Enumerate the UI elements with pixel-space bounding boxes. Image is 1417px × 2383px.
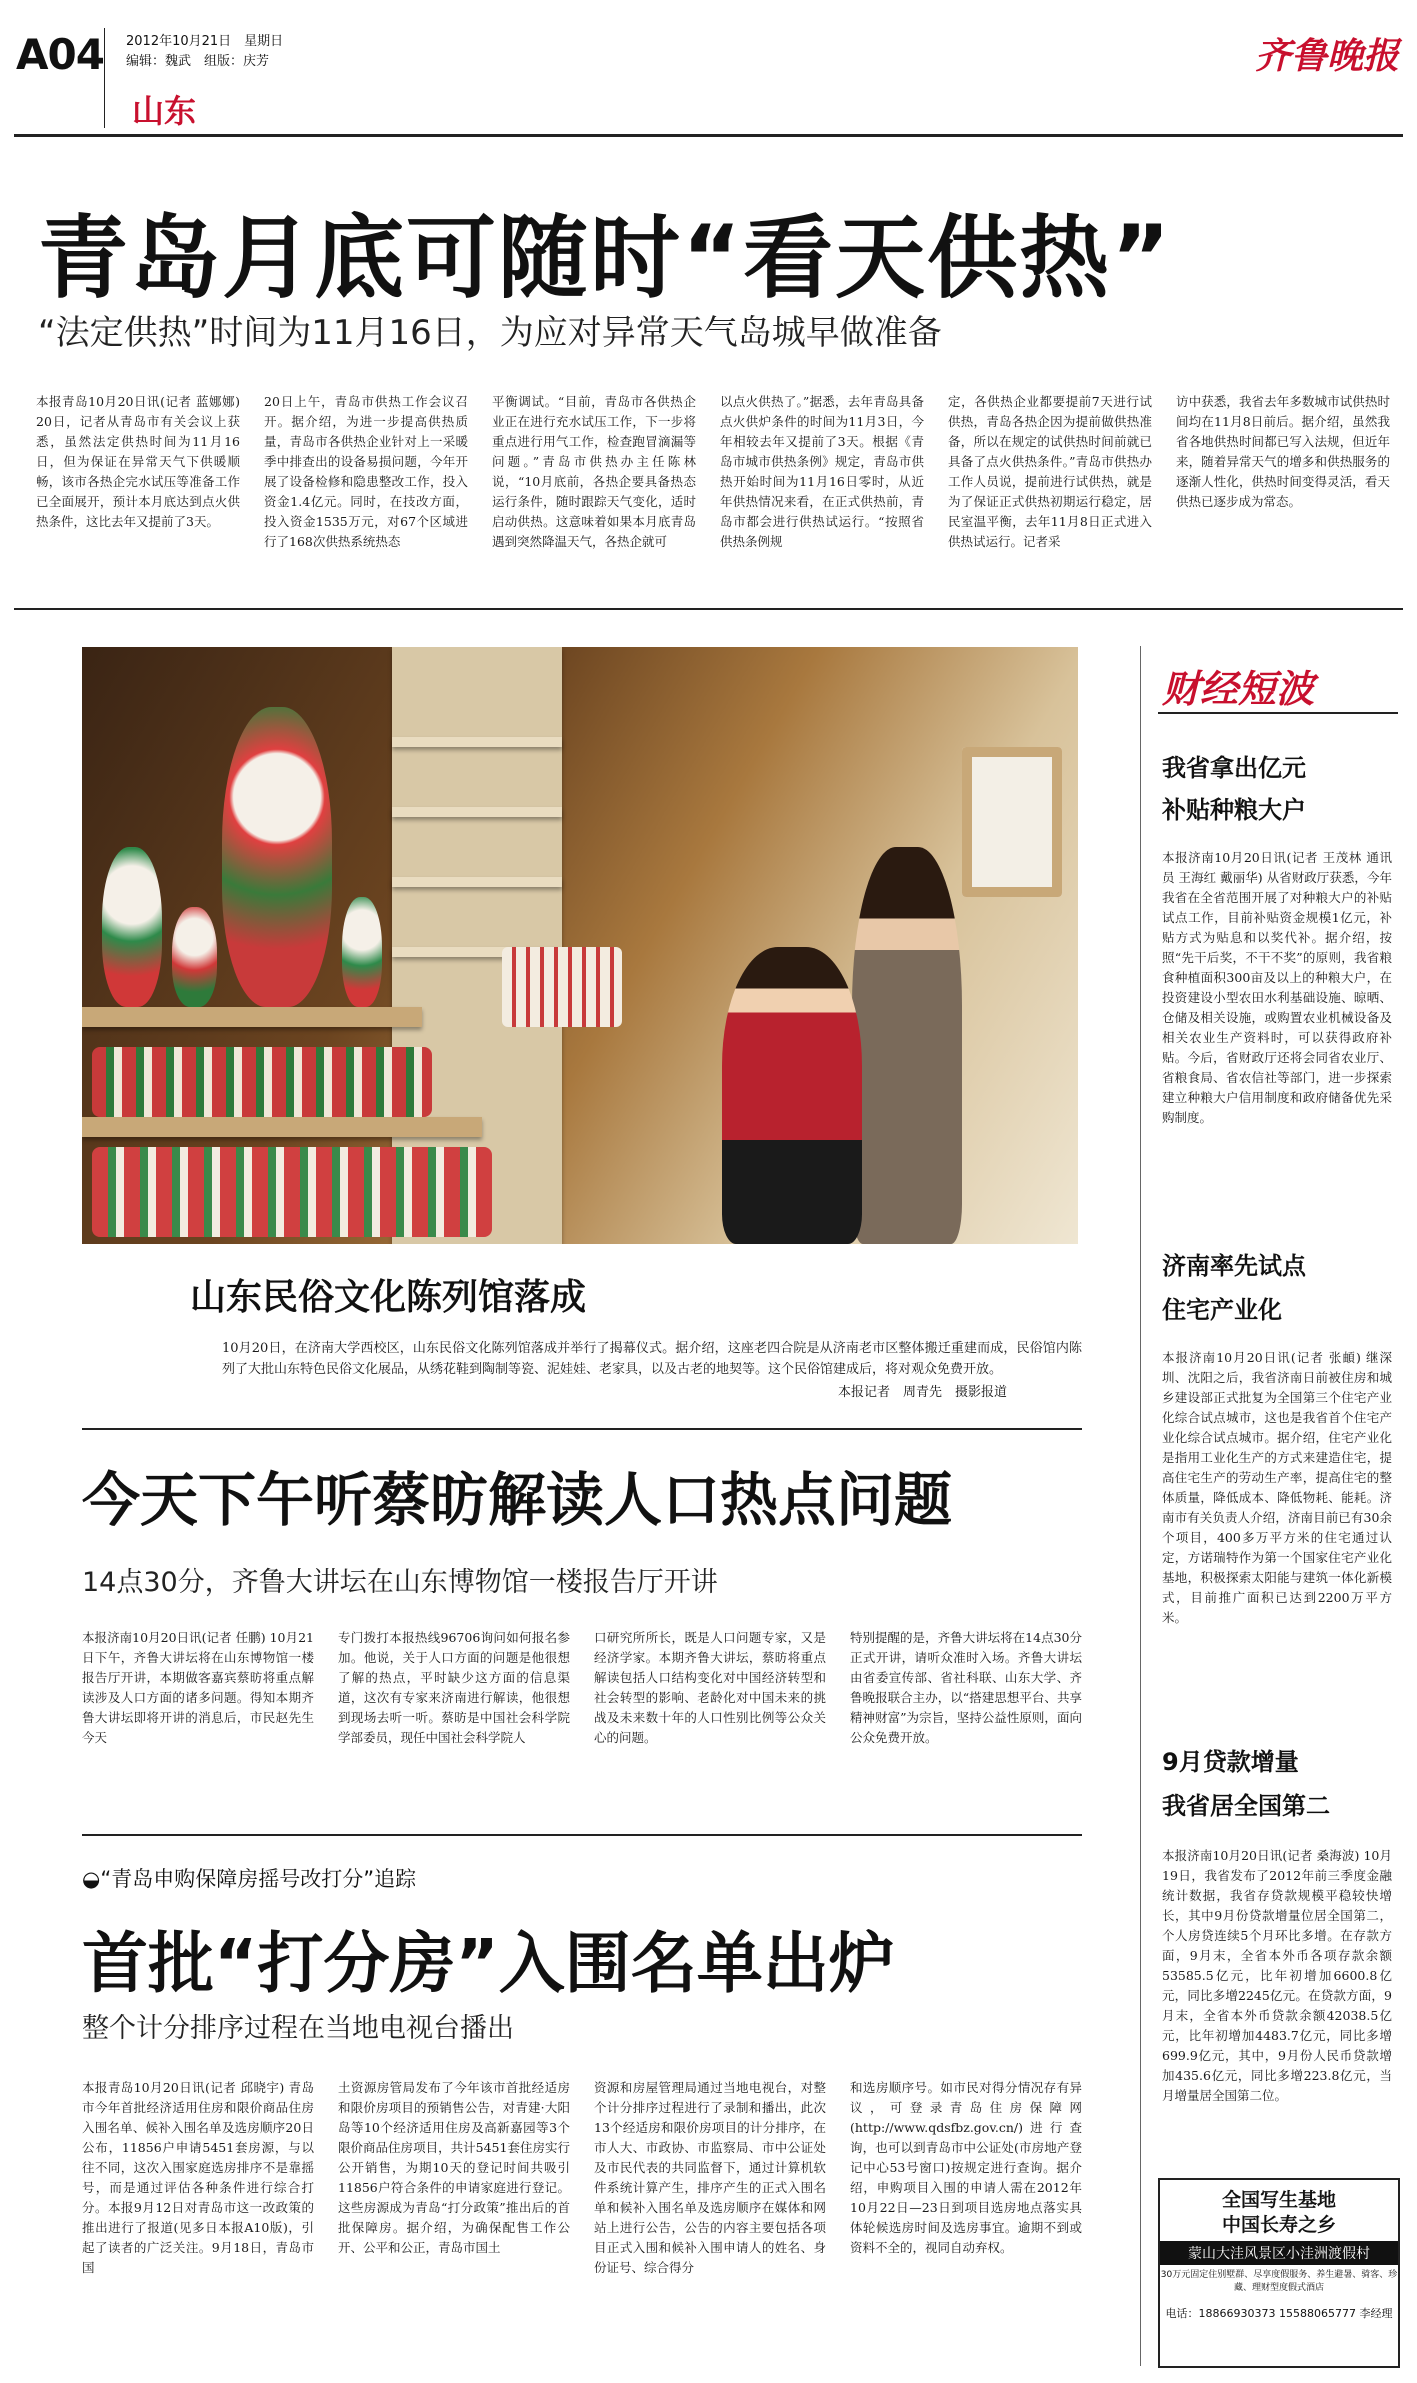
sidebar-item-3-head1: 9月贷款增量 xyxy=(1162,1748,1299,1776)
story1-column-5: 定，各供热企业都要提前7天进行试供热，青岛各热企因为提前做供热准备，所以在规定的试供热时间前就已具备了点火供热条件。”青岛市供热办工作人员说，提前进行试供热，就是为了保证正式供热初期运行稳定，居民室温平衡，去年11月8日正式进入供热试运行。记者采 xyxy=(948,394,1152,549)
photo-credit: 本报记者 周青先 摄影报道 xyxy=(838,1385,1008,1400)
finance-brief-logo: 财经短波 xyxy=(1162,667,1315,711)
section-rule xyxy=(14,608,1403,610)
story1-headline: 青岛月底可随时“看天供热” xyxy=(38,206,1173,311)
sidebar-item-3-text: 本报济南10月20日讯(记者 桑海波) 10月19日，我省发布了2012年前三季度金融统计数据，我省存贷款规模平稳较快增长，其中9月份贷款增量位居全国第二，个人房贷连续5个月环比多增。在存款方面，9月末，全省本外币各项存款余额53585.5亿元，比年初增加6600.8亿元，同比多增2245亿元。在贷款方面，9月末，全省本外币贷款余额42038.5亿元，比年初增加4483.7亿元，同比多增699.9亿元，其中，9月份人民币贷款增加435.6亿元，同比多增223.8亿元，当月增量居全国第二位。 xyxy=(1162,1848,1392,2103)
newspaper-masthead-logo: 齐鲁晚报 xyxy=(1254,35,1399,77)
ad-phone: 电话：18866930373 15588065777 李经理 xyxy=(1165,2307,1393,2320)
section-name: 山东 xyxy=(132,92,197,130)
sidebar-item-2-head2: 住宅产业化 xyxy=(1162,1296,1282,1324)
story3-subhead: 整个计分排序过程在当地电视台播出 xyxy=(82,2013,514,2044)
section-rule xyxy=(82,1834,1082,1836)
story3-headline: 首批“打分房”入围名单出炉 xyxy=(82,1925,895,2002)
story1-column-1: 本报青岛10月20日讯(记者 蓝娜娜) 20日，记者从青岛市有关会议上获悉，虽然法定供热时间为11月16日，但为保证在异常天气下供暖顺畅，该市各热企完水试压等准备工作已全面展开，预计本月底达到点火供热条件，这比去年又提前了3天。 xyxy=(36,394,240,529)
bullet-icon: ◒ xyxy=(82,1867,101,1891)
sidebar-item-1-head2: 补贴种粮大户 xyxy=(1162,796,1306,824)
issue-date: 2012年10月21日 星期日 xyxy=(126,34,284,49)
story3-kicker xyxy=(82,1863,416,1893)
story3-column-4: 和选房顺序号。如市民对得分情况存有异议，可登录青岛住房保障网(http://www.qdsfbz.gov.cn/)进行查询，也可以到青岛市中公证处(市房地产登记中心53号窗口)按规定进行查询。据介绍，申购项目入围的申请人需在2012年10月22日—23日到项目选房地点落实具体轮候选房时间及选房事宜。逾期不到或资料不全的，视同自动弃权。 xyxy=(850,2080,1082,2255)
photo-caption-text: 10月20日，在济南大学西校区，山东民俗文化陈列馆落成并举行了揭幕仪式。据介绍，这座老四合院是从济南老市区整体搬迁重建而成，民俗馆内陈列了大批山东特色民俗文化展品，从绣花鞋到陶制等瓷、泥娃娃、老家具，以及古老的地契等。这个民俗馆建成后，将对观众免费开放。 xyxy=(222,1341,1082,1377)
story2-column-4: 特别提醒的是，齐鲁大讲坛将在14点30分正式开讲，请听众准时入场。齐鲁大讲坛由省委宣传部、省社科联、山东大学、齐鲁晚报联合主办，以“搭建思想平台、共享精神财富”为宗旨，坚持公益性原则，面向公众免费开放。 xyxy=(850,1630,1082,1745)
story3-column-3: 资源和房屋管理局通过当地电视台，对整个计分排序过程进行了录制和播出，此次13个经适房和限价房项目的计分排序，在市人大、市政协、市监察局、市中公证处及市民代表的共同监督下，通过计算机软件系统计算产生，排序产生的正式入围名单和候补入围名单及选房顺序在媒体和网站上进行公告，公告的内容主要包括各项目正式入围和候补入围申请人的姓名、身份证号、综合得分 xyxy=(594,2080,826,2275)
story1-subhead: “法定供热”时间为11月16日，为应对异常天气岛城早做准备 xyxy=(38,313,942,353)
sidebar-item-2-head1: 济南率先试点 xyxy=(1162,1252,1306,1280)
ad-description: 30万元固定住别墅群、尽享度假服务、养生避暑、骑客、珍藏、理财型度假式酒店 xyxy=(1160,2270,1398,2293)
editors-credit: 编辑：魏武 组版：庆芳 xyxy=(126,54,270,69)
story2-headline: 今天下午听蔡昉解读人口热点问题 xyxy=(82,1466,953,1534)
section-rule xyxy=(82,1428,1082,1430)
sidebar-divider xyxy=(1140,646,1141,2366)
story1-column-4: 以点火供热了。”据悉，去年青岛具备点火供炉条件的时间为11月3日，今年相较去年又提前了3天。根据《青岛市城市供热条例》规定，青岛市供热开始时间为11月16日零时，从近年供热情况来看，在正式供热前，青岛市都会进行供热试运行。“按照省供热条例规 xyxy=(720,394,924,549)
sidebar-item-1-text: 本报济南10月20日讯(记者 王茂林 通讯员 王海红 戴丽华) 从省财政厅获悉，今年我省在全省范围开展了对种粮大户的补贴试点工作，目前补贴资金规模1亿元，补贴方式为贴息和以奖代补。据介绍，按照“先干后奖，不干不奖”的原则，我省粮食种植面积300亩及以上的种粮大户，在投资建设小型农田水利基础设施、晾晒、仓储及相关设施，或购置农业机械设备及相关农业生产资料时，可以获得政府补贴。今后，省财政厅还将会同省农业厅、省粮食局、省农信社等部门，进一步探索建立种粮大户信用制度和政府储备优先采购制度。 xyxy=(1162,850,1392,1125)
story2-column-1: 本报济南10月20日讯(记者 任鹏) 10月21日下午，齐鲁大讲坛将在山东博物馆一楼报告厅开讲，本期做客嘉宾蔡昉将重点解读涉及人口方面的诸多问题。得知本期齐鲁大讲坛即将开讲的消息后，市民赵先生今天 xyxy=(82,1630,314,1745)
photo-caption-title: 山东民俗文化陈列馆落成 xyxy=(190,1277,587,1318)
story2-subhead: 14点30分，齐鲁大讲坛在山东博物馆一楼报告厅开讲 xyxy=(82,1567,718,1598)
sidebar-item-2-text: 本报济南10月20日讯(记者 张頔) 继深圳、沈阳之后，我省济南日前被住房和城乡建设部正式批复为全国第三个住宅产业化综合试点城市，这也是我省首个住宅产业化综合试点城市。据介绍，住宅产业化是指用工业化生产的方式来建造住宅，提高住宅生产的劳动生产率，提高住宅的整体质量，降低成本、降低物耗、能耗。济南市有关负责人介绍，济南目前已有30余个项目，400多万平方米的住宅通过认定，方诺瑞特作为第一个国家住宅产业化基地，积极探索太阳能与建筑一体化新模式，目前推广面积已达到2200万平方米。 xyxy=(1162,1350,1392,1625)
story3-column-1: 本报青岛10月20日讯(记者 邱晓宇) 青岛市今年首批经济适用住房和限价商品住房入围名单、候补入围名单及选房顺序20日公布，11856户申请5451套房源，与以往不同，这次入围家庭选房排序不是靠摇号，而是通过评估各种条件进行综合打分。本报9月12日对青岛市这一改政策的推出进行了报道(见多日本报A10版)，引起了读者的广泛关注。9月18日，青岛市国 xyxy=(82,2080,314,2275)
ad-title-1: 全国写生基地 xyxy=(1221,2189,1336,2211)
story1-column-3: 平衡调试。“目前，青岛市各供热企业正在进行充水试压工作，下一步将重点进行用气工作，检查跑冒滴漏等问题。”青岛市供热办主任陈林说，“10月底前，各热企要具备热态运行条件，随时跟踪天气变化，适时启动供热。这意味着如果本月底青岛遇到突然降温天气，各热企就可 xyxy=(492,394,696,549)
resort-ad xyxy=(1158,2178,1400,2368)
story1-column-6: 访中获悉，我省去年多数城市试供热时间均在11月8日前后。据介绍，虽然我省各地供热时间都已写入法规，但近年来，随着异常天气的增多和供热服务的逐渐人性化，供热时间变得灵活，看天供热已逐步成为常态。 xyxy=(1176,394,1390,509)
story3-kicker-text: “青岛申购保障房摇号改打分”追踪 xyxy=(100,1867,417,1891)
header-rule xyxy=(14,134,1403,137)
page-number: A04 xyxy=(16,30,104,79)
story3-column-2: 土资源房管局发布了今年该市首批经适房和限价房项目的预销售公告，对青建·大阳岛等10个经济适用住房及高新嘉园等3个限价商品住房项目，共计5451套住房实行公开销售，为期10天的登记时间共吸引11856户符合条件的申请家庭进行登记。这些房源成为青岛“打分政策”推出后的首批保障房。据介绍，为确保配售工作公开、公平和公正，青岛市国土 xyxy=(338,2080,570,2255)
folk-museum-photo xyxy=(82,647,1078,1244)
sidebar-rule xyxy=(1158,712,1398,714)
story1-column-2: 20日上午，青岛市供热工作会议召开。据介绍，为进一步提高供热质量，青岛市各供热企业针对上一采暖季中排查出的设备易损问题，今年开展了设备检修和隐患整改工作，投入资金1.4亿元。同时，在技改方面，投入资金1535万元，对67个区域进行了168次供热系统热态 xyxy=(264,394,468,549)
ad-subtitle: 蒙山大洼风景区小洼洲渡假村 xyxy=(1160,2241,1398,2265)
story2-column-3: 口研究所所长，既是人口问题专家，又是经济学家。本期齐鲁大讲坛，蔡昉将重点解读包括人口结构变化对中国经济转型和社会转型的影响、老龄化对中国未来的挑战及未来数十年的人口性别比例等公众关心的问题。 xyxy=(594,1630,826,1745)
story2-column-2: 专门拨打本报热线96706询问如何报名参加。他说，关于人口方面的问题是他很想了解的热点，平时缺少这方面的信息渠道，这次有专家来济南进行解读，他很想到现场去听一听。蔡昉是中国社会科学院学部委员，现任中国社会科学院人 xyxy=(338,1630,570,1745)
sidebar-item-1-head1: 我省拿出亿元 xyxy=(1162,754,1306,782)
ad-title-2: 中国长寿之乡 xyxy=(1221,2214,1336,2236)
sidebar-item-3-head2: 我省居全国第二 xyxy=(1162,1792,1330,1820)
header-divider xyxy=(104,28,105,128)
